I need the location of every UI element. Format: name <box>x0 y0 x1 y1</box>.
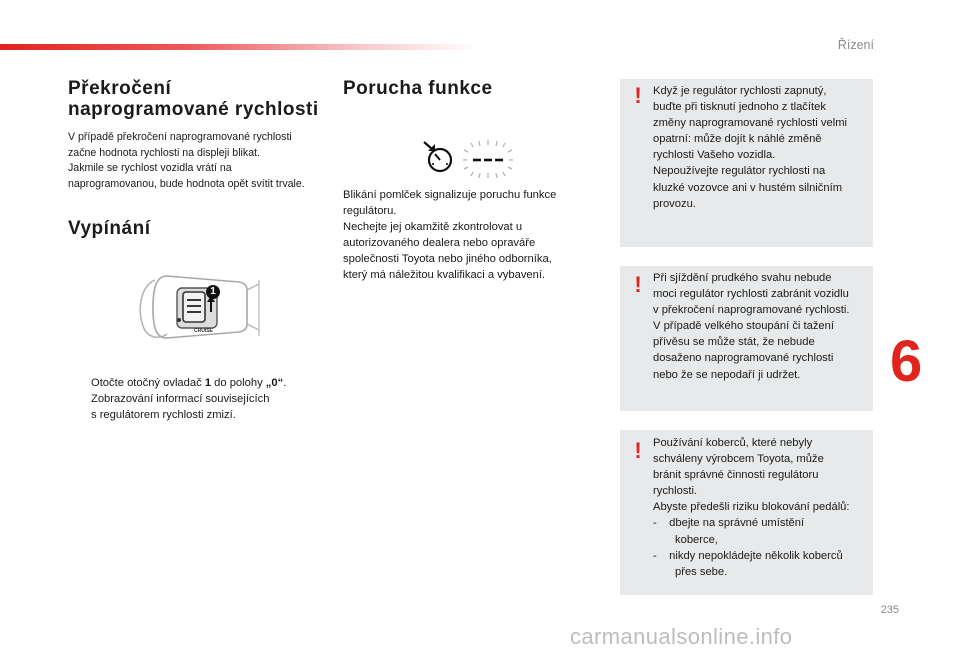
page-number: 235 <box>880 604 899 616</box>
warning-box-3: ! Používání koberců, které nebyly schváleny výrobcem Toyota, může bránit správné činnosti regulátoru rychlosti. Abyste předešli riziku blokování pedálů: - dbejte na správné umístění koberce, - nikdy nepokládejte několik koberců přes sebe. <box>620 430 873 595</box>
warning-box-2: ! Při sjíždění prudkého svahu nebude moci regulátor rychlosti zabránit vozidlu v překročení naprogramované rychlosti. V případě velkého stoupání či tažení přívěsu se může stát, že nebude dosaženo naprogramované rychlosti nebo že se nepodaří ji udržet. <box>620 266 873 411</box>
callout-number: 1 <box>210 286 216 297</box>
warning-icon: ! <box>634 83 642 108</box>
paragraph-speed-exceeded: V případě překročení naprogramované rychlosti začne hodnota rychlosti na displeji blikat. Jakmile se rychlost vozidla vrátí na naprogramovanou, bude hodnota opět svítit trvale. <box>68 131 305 190</box>
paragraph-malfunction: Blikání pomlček signalizuje poruchu funkce regulátoru. Nechejte jej okamžitě zkontrolovat u autorizovaného dealera nebo opraváře společnosti Toyota nebo jiného odborníka, který má náležitou kvalifikaci a vybavení. <box>343 189 557 282</box>
heading-switch-off: Vypínání <box>68 218 151 239</box>
cruise-label: CRUISE <box>194 328 213 334</box>
heading-malfunction: Porucha funkce <box>343 78 493 99</box>
watermark: carmanualsonline.info <box>570 624 793 649</box>
warning-box-1: ! Když je regulátor rychlosti zapnutý, buďte při tisknutí jednoho z tlačítek změny naprogramované rychlosti velmi opatrní: může dojít k náhlé změně rychlosti Vašeho vozidla. Nepoužívejte regulátor rychlosti na kluzké vozovce ani v hustém silničním provozu. <box>620 79 873 247</box>
speedometer-dashes-icon <box>418 134 528 183</box>
header-accent-bar <box>0 44 480 50</box>
warning-icon: ! <box>634 272 642 297</box>
chapter-number: 6 <box>890 329 923 394</box>
cruise-stalk-illustration <box>133 268 265 355</box>
warning-icon: ! <box>634 438 642 463</box>
heading-speed-exceeded: Překročení naprogramované rychlosti <box>68 78 319 120</box>
section-title: Řízení <box>837 38 874 52</box>
